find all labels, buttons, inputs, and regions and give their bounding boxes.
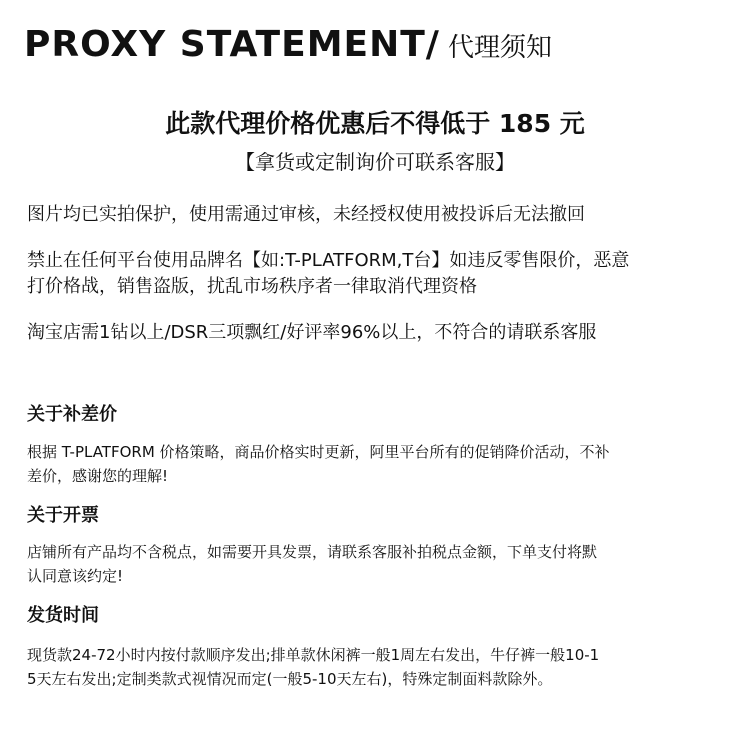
invoice-heading: 关于开票 <box>27 505 99 526</box>
title-chinese: 代理须知 <box>447 33 552 63</box>
shipping-line-1: 现货款24-72小时内按付款顺序发出;排单款休闲裤一般1周左右发出，牛仔裤一般10-1 <box>27 646 600 664</box>
shipping-line-2: 5天左右发出;定制类款式视情况而定(一般5-10天左右)，特殊定制面料款除外。 <box>27 670 553 688</box>
price-difference-line-1: 根据 T-PLATFORM 价格策略，商品价格实时更新，阿里平台所有的促销降价活动，不补 <box>27 443 610 461</box>
brand-rule-line-1: 禁止在任何平台使用品牌名【如:T-PLATFORM,T台】如违反零售限价，恶意 <box>27 250 630 271</box>
contact-service-notice: 【拿货或定制询价可联系客服】 <box>235 150 515 174</box>
price-difference-text <box>27 440 610 488</box>
taobao-requirement-rule: 淘宝店需1钻以上/DSR三项飘红/好评率96%以上，不符合的请联系客服 <box>27 322 597 343</box>
price-difference-line-2: 差价，感谢您的理解! <box>27 467 169 485</box>
invoice-line-2: 认同意该约定! <box>27 567 124 585</box>
title-english: PROXY STATEMENT/ <box>24 24 440 65</box>
shipping-time-text <box>27 643 599 691</box>
price-difference-heading: 关于补差价 <box>27 404 117 425</box>
brand-rule-line-2: 打价格战，销售盗版，扰乱市场秩序者一律取消代理资格 <box>27 276 477 297</box>
invoice-text <box>27 540 597 588</box>
title-row <box>24 24 552 65</box>
minimum-price-notice: 此款代理价格优惠后不得低于 185 元 <box>165 109 585 138</box>
photo-protection-rule: 图片均已实拍保护，使用需通过审核，未经授权使用被投诉后无法撤回 <box>27 204 585 225</box>
shipping-time-heading: 发货时间 <box>27 605 99 626</box>
invoice-line-1: 店铺所有产品均不含税点，如需要开具发票，请联系客服补拍税点金额，下单支付将默 <box>27 543 598 561</box>
brand-name-rule <box>27 248 629 300</box>
